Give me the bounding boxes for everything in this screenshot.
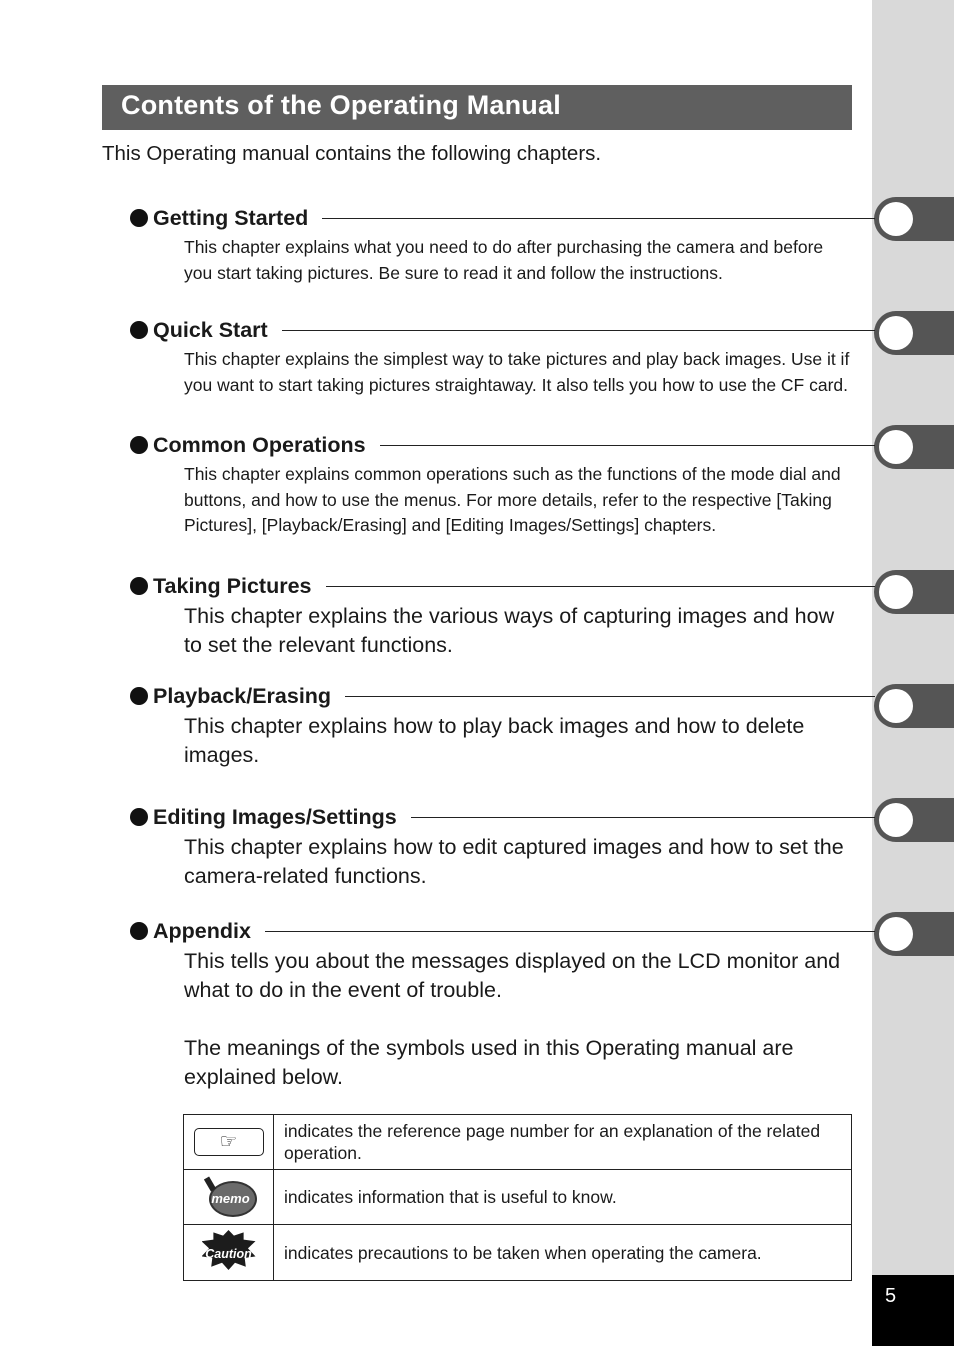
chapter-heading <box>130 919 875 947</box>
bullet-icon <box>130 436 148 454</box>
symbol-description: indicates precautions to be taken when operating the camera. <box>274 1225 852 1281</box>
symbol-cell <box>184 1115 274 1170</box>
chapter-description: This chapter explains the simplest way to take pictures and play back images. Use it if you want to start taking pictures straightaway. It also tells you how to use the CF card. <box>184 349 850 395</box>
page-number-box <box>872 1275 954 1346</box>
chapter-description: This chapter explains common operations such as the functions of the mode dial and buttons, and how to use the menus. For more details, refer to the respective [Taking Pictures], [Playback/Erasing] and [Editing Images/Settings] chapters. <box>184 464 841 535</box>
chapter-heading <box>130 805 875 833</box>
intro-text: This Operating manual contains the following chapters. <box>102 142 602 165</box>
chapter-tab-7 <box>874 912 954 956</box>
bullet-icon <box>130 209 148 227</box>
chapter-common-operations <box>130 433 875 539</box>
chapter-heading <box>130 574 875 602</box>
table-row <box>184 1115 852 1170</box>
chapter-tab-dot <box>879 917 913 951</box>
symbol-description: indicates the reference page number for an explanation of the related operation. <box>274 1115 852 1170</box>
bullet-icon <box>130 321 148 339</box>
chapter-title: Taking Pictures <box>153 574 326 599</box>
chapter-appendix <box>130 919 875 1005</box>
symbols-table <box>183 1114 852 1281</box>
symbol-description: indicates information that is useful to know. <box>274 1170 852 1225</box>
chapter-tab-2 <box>874 311 954 355</box>
chapter-tab-dot <box>879 575 913 609</box>
bullet-icon <box>130 687 148 705</box>
chapter-taking-pictures <box>130 574 875 660</box>
caution-label: Caution <box>205 1247 252 1261</box>
bullet-icon <box>130 577 148 595</box>
chapter-tab-6 <box>874 798 954 842</box>
page-number: 5 <box>885 1285 897 1307</box>
chapter-heading <box>130 318 875 346</box>
chapter-description: This tells you about the messages displayed on the LCD monitor and what to do in the event of trouble. <box>184 949 841 1002</box>
chapter-tab-dot <box>879 430 913 464</box>
chapter-heading <box>130 684 875 712</box>
chapter-description: This chapter explains what you need to do after purchasing the camera and before you start taking pictures. Be sure to read it and follow the instructions. <box>184 237 824 283</box>
reference-hand-icon: ☞ <box>194 1128 264 1156</box>
chapter-tab-1 <box>874 197 954 241</box>
chapter-playback-erasing <box>130 684 875 770</box>
chapter-description: This chapter explains the various ways of capturing images and how to set the relevant functions. <box>184 604 835 657</box>
chapter-title: Quick Start <box>153 318 282 343</box>
chapter-tab-3 <box>874 425 954 469</box>
chapter-tab-dot <box>879 316 913 350</box>
chapter-heading <box>130 433 875 461</box>
table-row <box>184 1170 852 1225</box>
symbols-intro: The meanings of the symbols used in this Operating manual are explained below. <box>184 1036 794 1089</box>
chapter-tab-dot <box>879 689 913 723</box>
chapter-tab-5 <box>874 684 954 728</box>
chapter-title: Appendix <box>153 919 265 944</box>
symbol-cell <box>184 1170 274 1225</box>
bullet-icon <box>130 922 148 940</box>
title-bar <box>102 85 852 130</box>
chapter-title: Common Operations <box>153 433 380 458</box>
symbol-cell <box>184 1225 274 1281</box>
chapter-quick-start <box>130 318 875 398</box>
chapter-heading <box>130 206 875 234</box>
chapter-tab-dot <box>879 803 913 837</box>
chapter-tab-dot <box>879 202 913 236</box>
chapter-tab-4 <box>874 570 954 614</box>
chapter-title: Editing Images/Settings <box>153 805 411 830</box>
chapter-getting-started <box>130 206 875 286</box>
table-row <box>184 1225 852 1281</box>
memo-icon <box>206 1177 252 1213</box>
caution-icon <box>202 1230 256 1270</box>
bullet-icon <box>130 808 148 826</box>
chapter-title: Getting Started <box>153 206 322 231</box>
chapter-editing-images-settings <box>130 805 875 891</box>
chapter-title: Playback/Erasing <box>153 684 345 709</box>
chapter-description: This chapter explains how to edit captured images and how to set the camera-related functions. <box>184 835 844 888</box>
chapter-description: This chapter explains how to play back images and how to delete images. <box>184 714 805 767</box>
memo-label: memo <box>211 1190 250 1206</box>
page-title: Contents of the Operating Manual <box>121 90 561 120</box>
